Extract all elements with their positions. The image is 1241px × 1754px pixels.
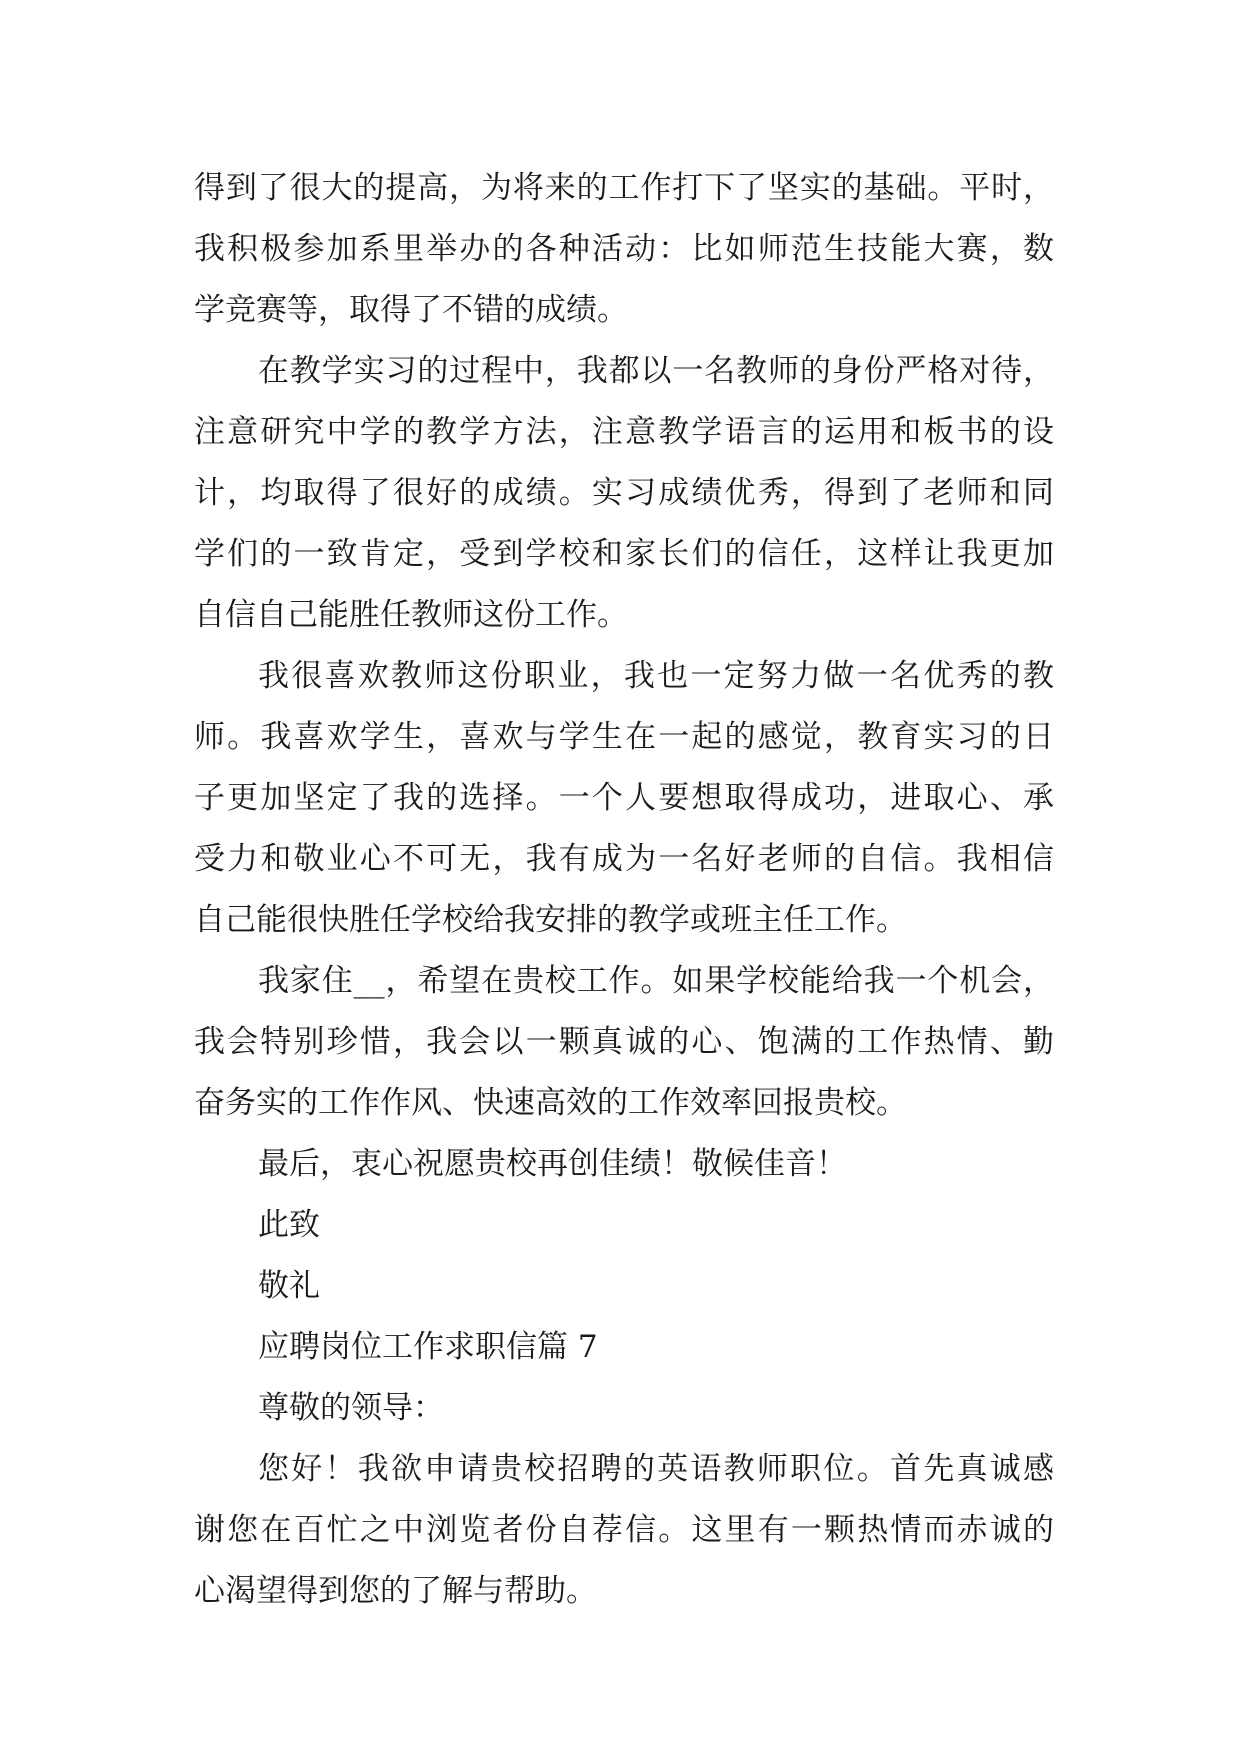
text-line: 敬礼: [258, 1268, 320, 1304]
text-line: 学们的一致肯定，受到学校和家长们的信任，这样让我更加: [194, 536, 1054, 572]
text-line: 此致: [258, 1207, 320, 1243]
text-line: 在教学实习的过程中，我都以一名教师的身份严格对待，: [258, 353, 1054, 389]
text-line: 受力和敬业心不可无，我有成为一名好老师的自信。我相信: [194, 841, 1054, 877]
text-line: 谢您在百忙之中浏览者份自荐信。这里有一颗热情而赤诚的: [194, 1512, 1054, 1548]
text-line: 最后，衷心祝愿贵校再创佳绩！敬候佳音！: [258, 1146, 847, 1182]
text-line: 计，均取得了很好的成绩。实习成绩优秀，得到了老师和同: [194, 475, 1054, 511]
text-line: 我很喜欢教师这份职业，我也一定努力做一名优秀的教: [258, 658, 1054, 694]
text-line: 心渴望得到您的了解与帮助。: [194, 1573, 597, 1609]
document-body: [194, 158, 1054, 1622]
text-line: 自信自己能胜任教师这份工作。: [194, 597, 628, 633]
text-line: 您好！我欲申请贵校招聘的英语教师职位。首先真诚感: [258, 1451, 1054, 1487]
salutation: 尊敬的领导：: [258, 1390, 444, 1426]
text-line: 我家住__，希望在贵校工作。如果学校能给我一个机会，: [258, 963, 1054, 999]
text-line: 子更加坚定了我的选择。一个人要想取得成功，进取心、承: [194, 780, 1054, 816]
text-line: 自己能很快胜任学校给我安排的教学或班主任工作。: [194, 902, 907, 938]
text-line: 我积极参加系里举办的各种活动：比如师范生技能大赛，数: [194, 231, 1054, 267]
text-line: 我会特别珍惜，我会以一颗真诚的心、饱满的工作热情、勤: [194, 1024, 1054, 1060]
text-line: 得到了很大的提高，为将来的工作打下了坚实的基础。平时，: [194, 170, 1054, 206]
text-line: 师。我喜欢学生，喜欢与学生在一起的感觉，教育实习的日: [194, 719, 1054, 755]
text-line: 注意研究中学的教学方法，注意教学语言的运用和板书的设: [194, 414, 1054, 450]
text-line: 奋务实的工作作风、快速高效的工作效率回报贵校。: [194, 1085, 907, 1121]
section-heading: 应聘岗位工作求职信篇 7: [258, 1329, 598, 1365]
text-line: 学竞赛等，取得了不错的成绩。: [194, 292, 628, 328]
